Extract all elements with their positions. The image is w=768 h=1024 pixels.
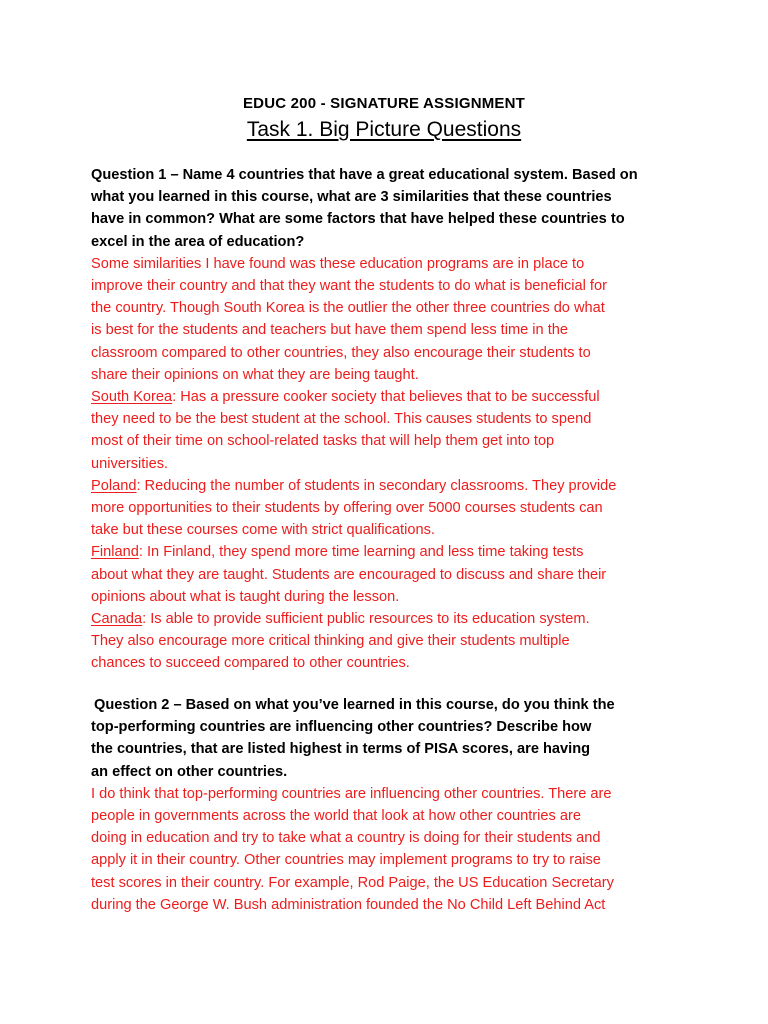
answer-line: universities. [91,455,169,472]
question-line: excel in the area of education? [91,233,305,250]
question-2-prompt [91,694,691,783]
course-subtitle: EDUC 200 - SIGNATURE ASSIGNMENT [242,95,526,112]
answer-line: during the George W. Bush administration founded the No Child Left Behind Act [91,896,606,913]
answer-line: Some similarities I have found was these education programs are in place to [91,255,585,272]
country-name-canada: Canada [91,611,143,628]
answer-line: classroom compared to other countries, they also encourage their students to [91,344,591,361]
country-name-finland: Finland [91,544,139,561]
answer-line: share their opinions on what they are being taught. [91,366,419,383]
answer-line: more opportunities to their students by offering over 5000 courses students can [91,500,603,517]
country-paragraph-poland [91,475,691,497]
question-line: an effect on other countries. [91,763,288,780]
answer-line: take but these courses come with strict qualifications. [91,522,435,539]
country-paragraph-south-korea [91,386,691,408]
question-line: Question 1 – Name 4 countries that have a great educational system. Based on [91,167,638,183]
country-paragraph-finland [91,541,691,563]
task-title: Task 1. Big Picture Questions [246,118,522,141]
country-paragraph-canada [91,608,691,630]
answer-line: most of their time on school-related tasks that will help them get into top [91,433,555,450]
answer-line: : In Finland, they spend more time learning and less time taking tests [138,544,584,561]
question-line: what you learned in this course, what are 3 similarities that these countries [91,189,612,206]
answer-line: about what they are taught. Students are encouraged to discuss and share their [91,566,607,583]
answer-line: they need to be the best student at the school. This causes students to spend [91,411,592,428]
question-2-answer [91,783,691,916]
answer-line: opinions about what is taught during the lesson. [91,588,400,605]
answer-line: : Has a pressure cooker society that believes that to be successful [172,389,600,406]
answer-line: people in governments across the world that look at how other countries are [91,808,581,825]
answer-line: I do think that top-performing countries are influencing other countries. There are [91,785,612,802]
answer-line: : Reducing the number of students in secondary classrooms. They provide [136,477,617,494]
question-line: the countries, that are listed highest in terms of PISA scores, are having [91,741,591,758]
answer-line: They also encourage more critical thinking and give their students multiple [91,633,570,650]
answer-line: the country. Though South Korea is the outlier the other three countries do what [91,300,605,317]
question-1-prompt [91,164,691,253]
question-line: have in common? What are some factors that have helped these countries to [91,211,625,228]
question-line: top-performing countries are influencing other countries? Describe how [91,719,592,736]
answer-line: is best for the students and teachers but have them spend less time in the [91,322,569,339]
answer-line: doing in education and try to take what a country is doing for their students and [91,830,601,847]
country-name-poland: Poland [91,477,137,494]
answer-line: test scores in their country. For example, Rod Paige, the US Education Secretary [91,874,614,891]
country-name-south-korea: South Korea [91,389,173,406]
question-1-section [91,164,691,675]
question-line: Question 2 – Based on what you’ve learned in this course, do you think the [94,697,615,713]
answer-line: improve their country and that they want the students to do what is beneficial for [91,278,607,295]
answer-line: chances to succeed compared to other countries. [91,655,410,672]
answer-line: : Is able to provide sufficient public resources to its education system. [142,611,590,628]
answer-line: apply it in their country. Other countries may implement programs to try to raise [91,852,601,869]
question-1-answer [91,253,691,675]
question-2-section [91,694,691,916]
